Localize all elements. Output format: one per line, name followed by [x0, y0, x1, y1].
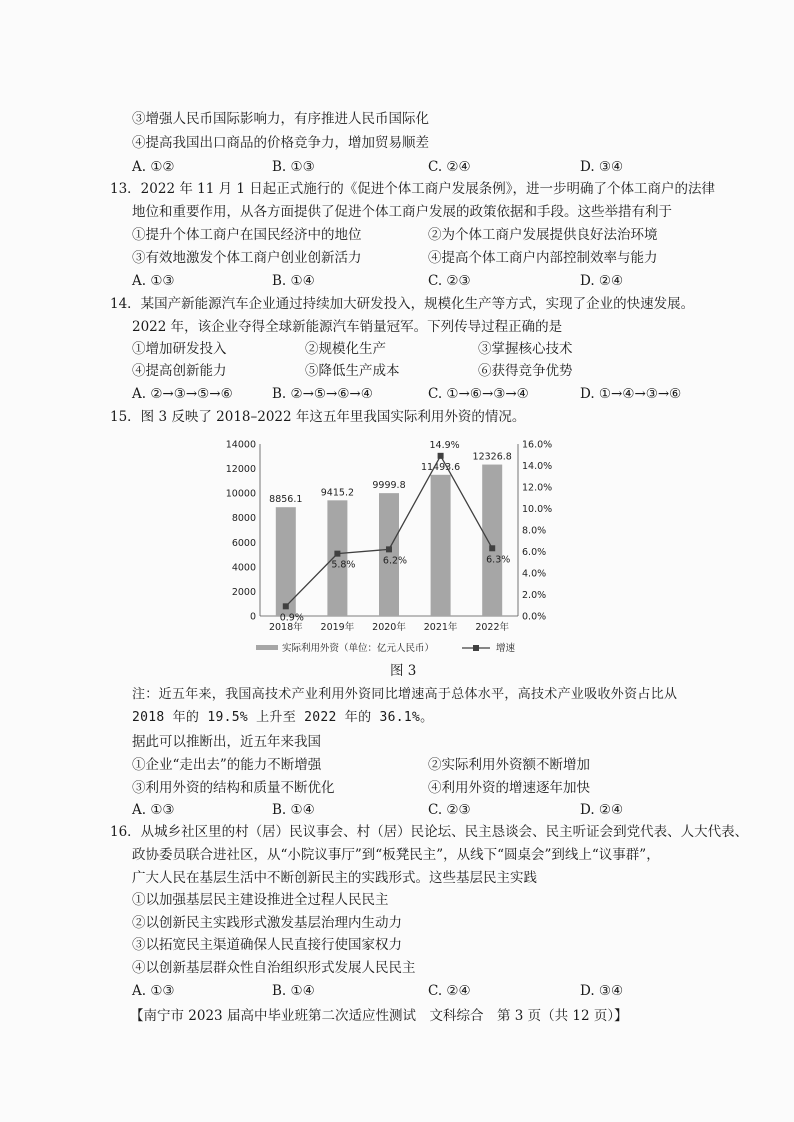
right-tick-label: 2.0%	[522, 590, 547, 601]
q12-option-b: B. ①③	[272, 159, 315, 175]
q14-item-2: ②规模化生产	[305, 341, 386, 357]
left-tick-label: 14000	[225, 439, 256, 451]
q16-item-3: ③以拓宽民主渠道确保人民直接行使国家权力	[132, 937, 402, 953]
q15-item-4: ④利用外资的增速逐年加快	[428, 780, 590, 796]
bar-value-label: 12326.8	[472, 451, 512, 463]
q15-option-a: A. ①③	[132, 802, 175, 818]
growth-rate-point	[334, 551, 340, 557]
q15-option-c: C. ②③	[428, 802, 471, 818]
x-tick-label: 2021年	[423, 622, 458, 633]
right-tick-label: 6.0%	[522, 547, 547, 558]
left-tick-label: 0	[249, 611, 256, 623]
q14-option-d: D. ①→④→③→⑥	[580, 386, 682, 402]
q16-stem-line-1: 16．从城乡社区里的村（居）民议事会、村（居）民论坛、民主恳谈会、民主听证会到党代表、人大代表、	[110, 824, 749, 840]
q14-option-c: C. ①→⑥→③→④	[428, 386, 529, 402]
right-tick-label: 12.0%	[522, 482, 553, 494]
growth-rate-label: 6.2%	[382, 555, 408, 567]
growth-rate-label: 6.3%	[486, 554, 511, 566]
q14-item-3: ③掌握核心技术	[478, 341, 573, 357]
bar-value-label: 11493.6	[420, 461, 461, 473]
q13-item-1: ①提升个体工商户在国民经济中的地位	[132, 227, 362, 243]
q14-item-1: ①增加研发投入	[132, 341, 227, 357]
q15-item-3: ③利用外资的结构和质量不断优化	[132, 780, 335, 796]
bar-value-label: 9999.8	[372, 480, 406, 492]
bar-value-label: 9415.2	[320, 487, 355, 499]
q16-option-d: D. ③④	[580, 983, 624, 999]
q13-stem-line-1: 13．2022 年 11 月 1 日起正式施行的《促进个体工商户发展条例》，进一步明确了个体工商户的法律	[110, 181, 716, 197]
right-tick-label: 14.0%	[522, 461, 553, 472]
x-tick-label: 2018年	[268, 622, 303, 633]
x-tick-label: 2020年	[372, 622, 406, 633]
growth-rate-label: 14.9%	[429, 439, 460, 451]
q16-option-b: B. ①④	[272, 983, 315, 999]
q15-lead: 据此可以推断出，近五年来我国	[132, 734, 321, 750]
q16-stem-line-2: 政协委员联合进社区，从“小院议事厅”到“板凳民主”，从线下“圆桌会”到线上“议事群”，	[132, 847, 660, 863]
growth-rate-point	[386, 546, 392, 552]
legend-bar-swatch	[256, 645, 278, 650]
bar	[431, 475, 451, 616]
q12-option-c: C. ②④	[428, 159, 471, 175]
q13-stem-line-2: 地位和重要作用，从各方面提供了促进个体工商户发展的政策依据和手段。这些举措有利于	[132, 204, 672, 220]
q16-stem-line-3: 广大人民在基层生活中不断创新民主的实践形式。这些基层民主实践	[132, 870, 537, 886]
q14-stem-line-1: 14．某国产新能源汽车企业通过持续加大研发投入，规模化生产等方式，实现了企业的快速发展。	[110, 296, 695, 312]
q15-option-d: D. ②④	[580, 802, 624, 818]
q15-item-1: ①企业“走出去”的能力不断增强	[132, 757, 322, 773]
q15-item-2: ②实际利用外资额不断增加	[428, 757, 590, 773]
q15-note-line-1: 注：近五年来，我国高技术产业利用外资同比增速高于总体水平，高技术产业吸收外资占比从	[132, 687, 678, 702]
q16-option-c: C. ②④	[428, 983, 471, 999]
q13-option-a: A. ①③	[132, 273, 175, 289]
page-footer: 【南宁市 2023 届高中毕业班第二次适应性测试 文科综合 第 3 页（共 12 页）】	[130, 1008, 628, 1024]
left-tick-label: 2000	[231, 586, 256, 598]
left-tick-label: 12000	[225, 464, 256, 476]
right-tick-label: 0.0%	[522, 611, 547, 623]
growth-rate-label: 0.9%	[279, 612, 304, 624]
q13-option-d: D. ②④	[580, 273, 624, 289]
x-tick-label: 2019年	[320, 622, 355, 633]
q12-item-4: ④提高我国出口商品的价格竞争力，增加贸易顺差	[132, 135, 429, 151]
x-tick-label: 2022年	[475, 622, 510, 633]
q16-option-a: A. ①③	[132, 983, 175, 999]
q16-item-1: ①以加强基层民主建设推进全过程人民民主	[132, 892, 389, 908]
q14-option-a: A. ②→③→⑤→⑥	[132, 386, 233, 402]
left-tick-label: 6000	[231, 537, 256, 549]
left-tick-label: 4000	[231, 562, 256, 574]
q12-option-a: A. ①②	[132, 159, 175, 175]
right-tick-label: 8.0%	[522, 525, 547, 537]
legend-line-marker	[473, 645, 479, 651]
growth-rate-point	[283, 603, 289, 609]
left-tick-label: 8000	[231, 513, 256, 525]
q14-item-6: ⑥获得竞争优势	[478, 363, 573, 379]
q14-item-4: ④提高创新能力	[132, 363, 227, 379]
left-tick-label: 10000	[225, 488, 256, 500]
q15-stem: 15．图 3 反映了 2018–2022 年这五年里我国实际利用外资的情况。	[110, 409, 526, 425]
q12-item-3: ③增强人民币国际影响力，有序推进人民币国际化	[132, 111, 429, 127]
bar	[482, 465, 502, 616]
growth-rate-label: 5.8%	[331, 559, 356, 571]
q12-option-d: D. ③④	[580, 159, 624, 175]
q14-stem-line-2: 2022 年，该企业夺得全球新能源汽车销量冠军。下列传导过程正确的是	[132, 319, 563, 335]
q15-option-b: B. ①④	[272, 802, 315, 818]
growth-rate-point	[438, 453, 444, 459]
legend-line-label: 增速	[496, 643, 516, 654]
q13-option-b: B. ①④	[272, 273, 315, 289]
q16-item-2: ②以创新民主实践形式激发基层治理内生动力	[132, 915, 402, 931]
q13-option-c: C. ②③	[428, 273, 471, 289]
bar-value-label: 8856.1	[269, 494, 303, 506]
right-tick-label: 16.0%	[522, 439, 553, 451]
figure-caption: 图 3	[390, 663, 417, 679]
growth-rate-point	[489, 545, 495, 551]
legend-bar-label: 实际利用外资（单位：亿元人民币）	[282, 643, 435, 654]
q13-item-2: ②为个体工商户发展提供良好法治环境	[428, 227, 658, 243]
bar	[327, 500, 347, 616]
figure-3-chart	[200, 430, 600, 658]
q15-note-line-2: 2018 年的 19.5% 上升至 2022 年的 36.1%。	[132, 710, 434, 725]
q14-option-b: B. ②→⑤→⑥→④	[272, 386, 373, 402]
q13-item-3: ③有效地激发个体工商户创业创新活力	[132, 250, 362, 266]
q14-item-5: ⑤降低生产成本	[305, 363, 400, 379]
q16-item-4: ④以创新基层群众性自治组织形式发展人民民主	[132, 960, 416, 976]
right-tick-label: 4.0%	[522, 568, 547, 580]
q13-item-4: ④提高个体工商户内部控制效率与能力	[428, 250, 658, 266]
right-tick-label: 10.0%	[522, 504, 553, 515]
